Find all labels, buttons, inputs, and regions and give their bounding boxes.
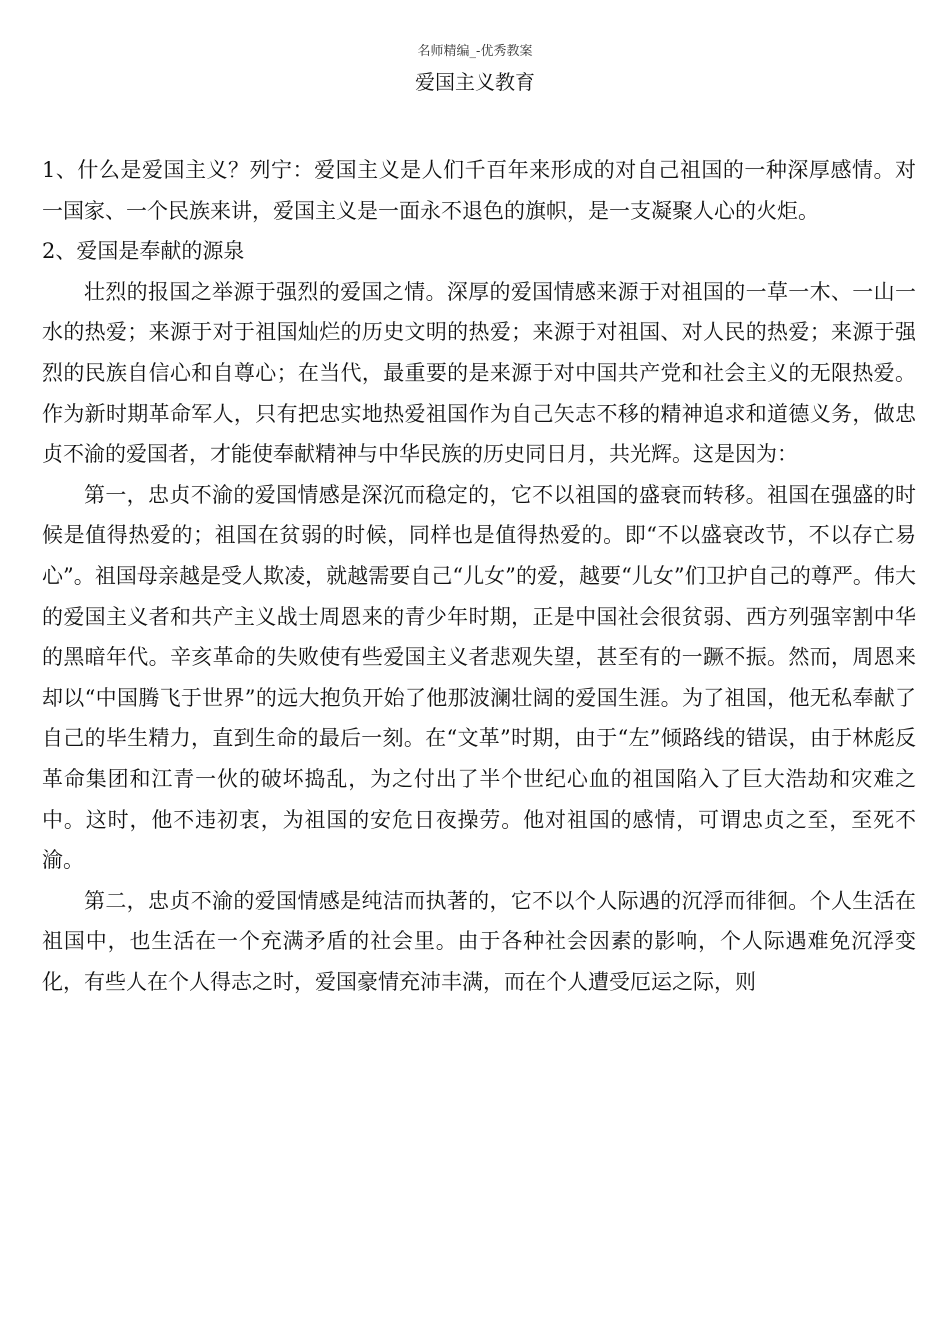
document-title: 爱国主义教育 xyxy=(415,70,535,94)
paragraph-source: 壮烈的报国之举源于强烈的爱国之情。深厚的爱国情感来源于对祖国的一草一木、一山一水的热爱；来源于对于祖国灿烂的历史文明的热爱；来源于对祖国、对人民的热爱；来源于强烈的民族自信心和自尊心；在当代，最重要的是来源于对中国共产党和社会主义的无限热爱。作为新时期革命军人，只有把忠实地热爱祖国作为自己矢志不移的精神追求和道德义务，做忠贞不渝的爱国者，才能使奉献精神与中华民族的历史同日月，共光辉。这是因为： xyxy=(42,279,916,467)
paragraph-definition: 1、什么是爱国主义？列宁：爱国主义是人们千百年来形成的对自己祖国的一种深厚感情。对一国家、一个民族来讲，爱国主义是一面永不退色的旗帜，是一支凝聚人心的火炬。 xyxy=(42,158,916,223)
document-body xyxy=(42,150,916,1002)
paragraph-first-point: 第一，忠贞不渝的爱国情感是深沉而稳定的，它不以祖国的盛衰而转移。祖国在强盛的时候是值得热爱的；祖国在贫弱的时候，同样也是值得热爱的。即“不以盛衰改节，不以存亡易心”。祖国母亲越是受人欺凌，就越需要自己“儿女”的爱，越要“儿女”们卫护自己的尊严。伟大的爱国主义者和共产主义战士周恩来的青少年时期，正是中国社会很贫弱、西方列强宰割中华的黑暗年代。辛亥革命的失败使有些爱国主义者悲观失望，甚至有的一蹶不振。然而，周恩来却以“中国腾飞于世界”的远大抱负开始了他那波澜壮阔的爱国生涯。为了祖国，他无私奉献了自己的毕生精力，直到生命的最后一刻。在“文革”时期，由于“左”倾路线的错误，由于林彪反革命集团和江青一伙的破坏捣乱，为之付出了半个世纪心血的祖国陷入了巨大浩劫和灾难之中。这时，他不违初衷，为祖国的安危日夜操劳。他对祖国的感情，可谓忠贞之至，至死不渝。 xyxy=(42,482,916,873)
section-heading: 2、爱国是奉献的源泉 xyxy=(42,239,245,264)
paragraph-second-point: 第二，忠贞不渝的爱国情感是纯洁而执著的，它不以个人际遇的沉浮而徘徊。个人生活在祖国中，也生活在一个充满矛盾的社会里。由于各种社会因素的影响，个人际遇难免沉浮变化，有些人在个人得志之时，爱国豪情充沛丰满，而在个人遭受厄运之际，则 xyxy=(42,888,916,994)
header-note: 名师精编_-优秀教案 xyxy=(417,44,533,59)
